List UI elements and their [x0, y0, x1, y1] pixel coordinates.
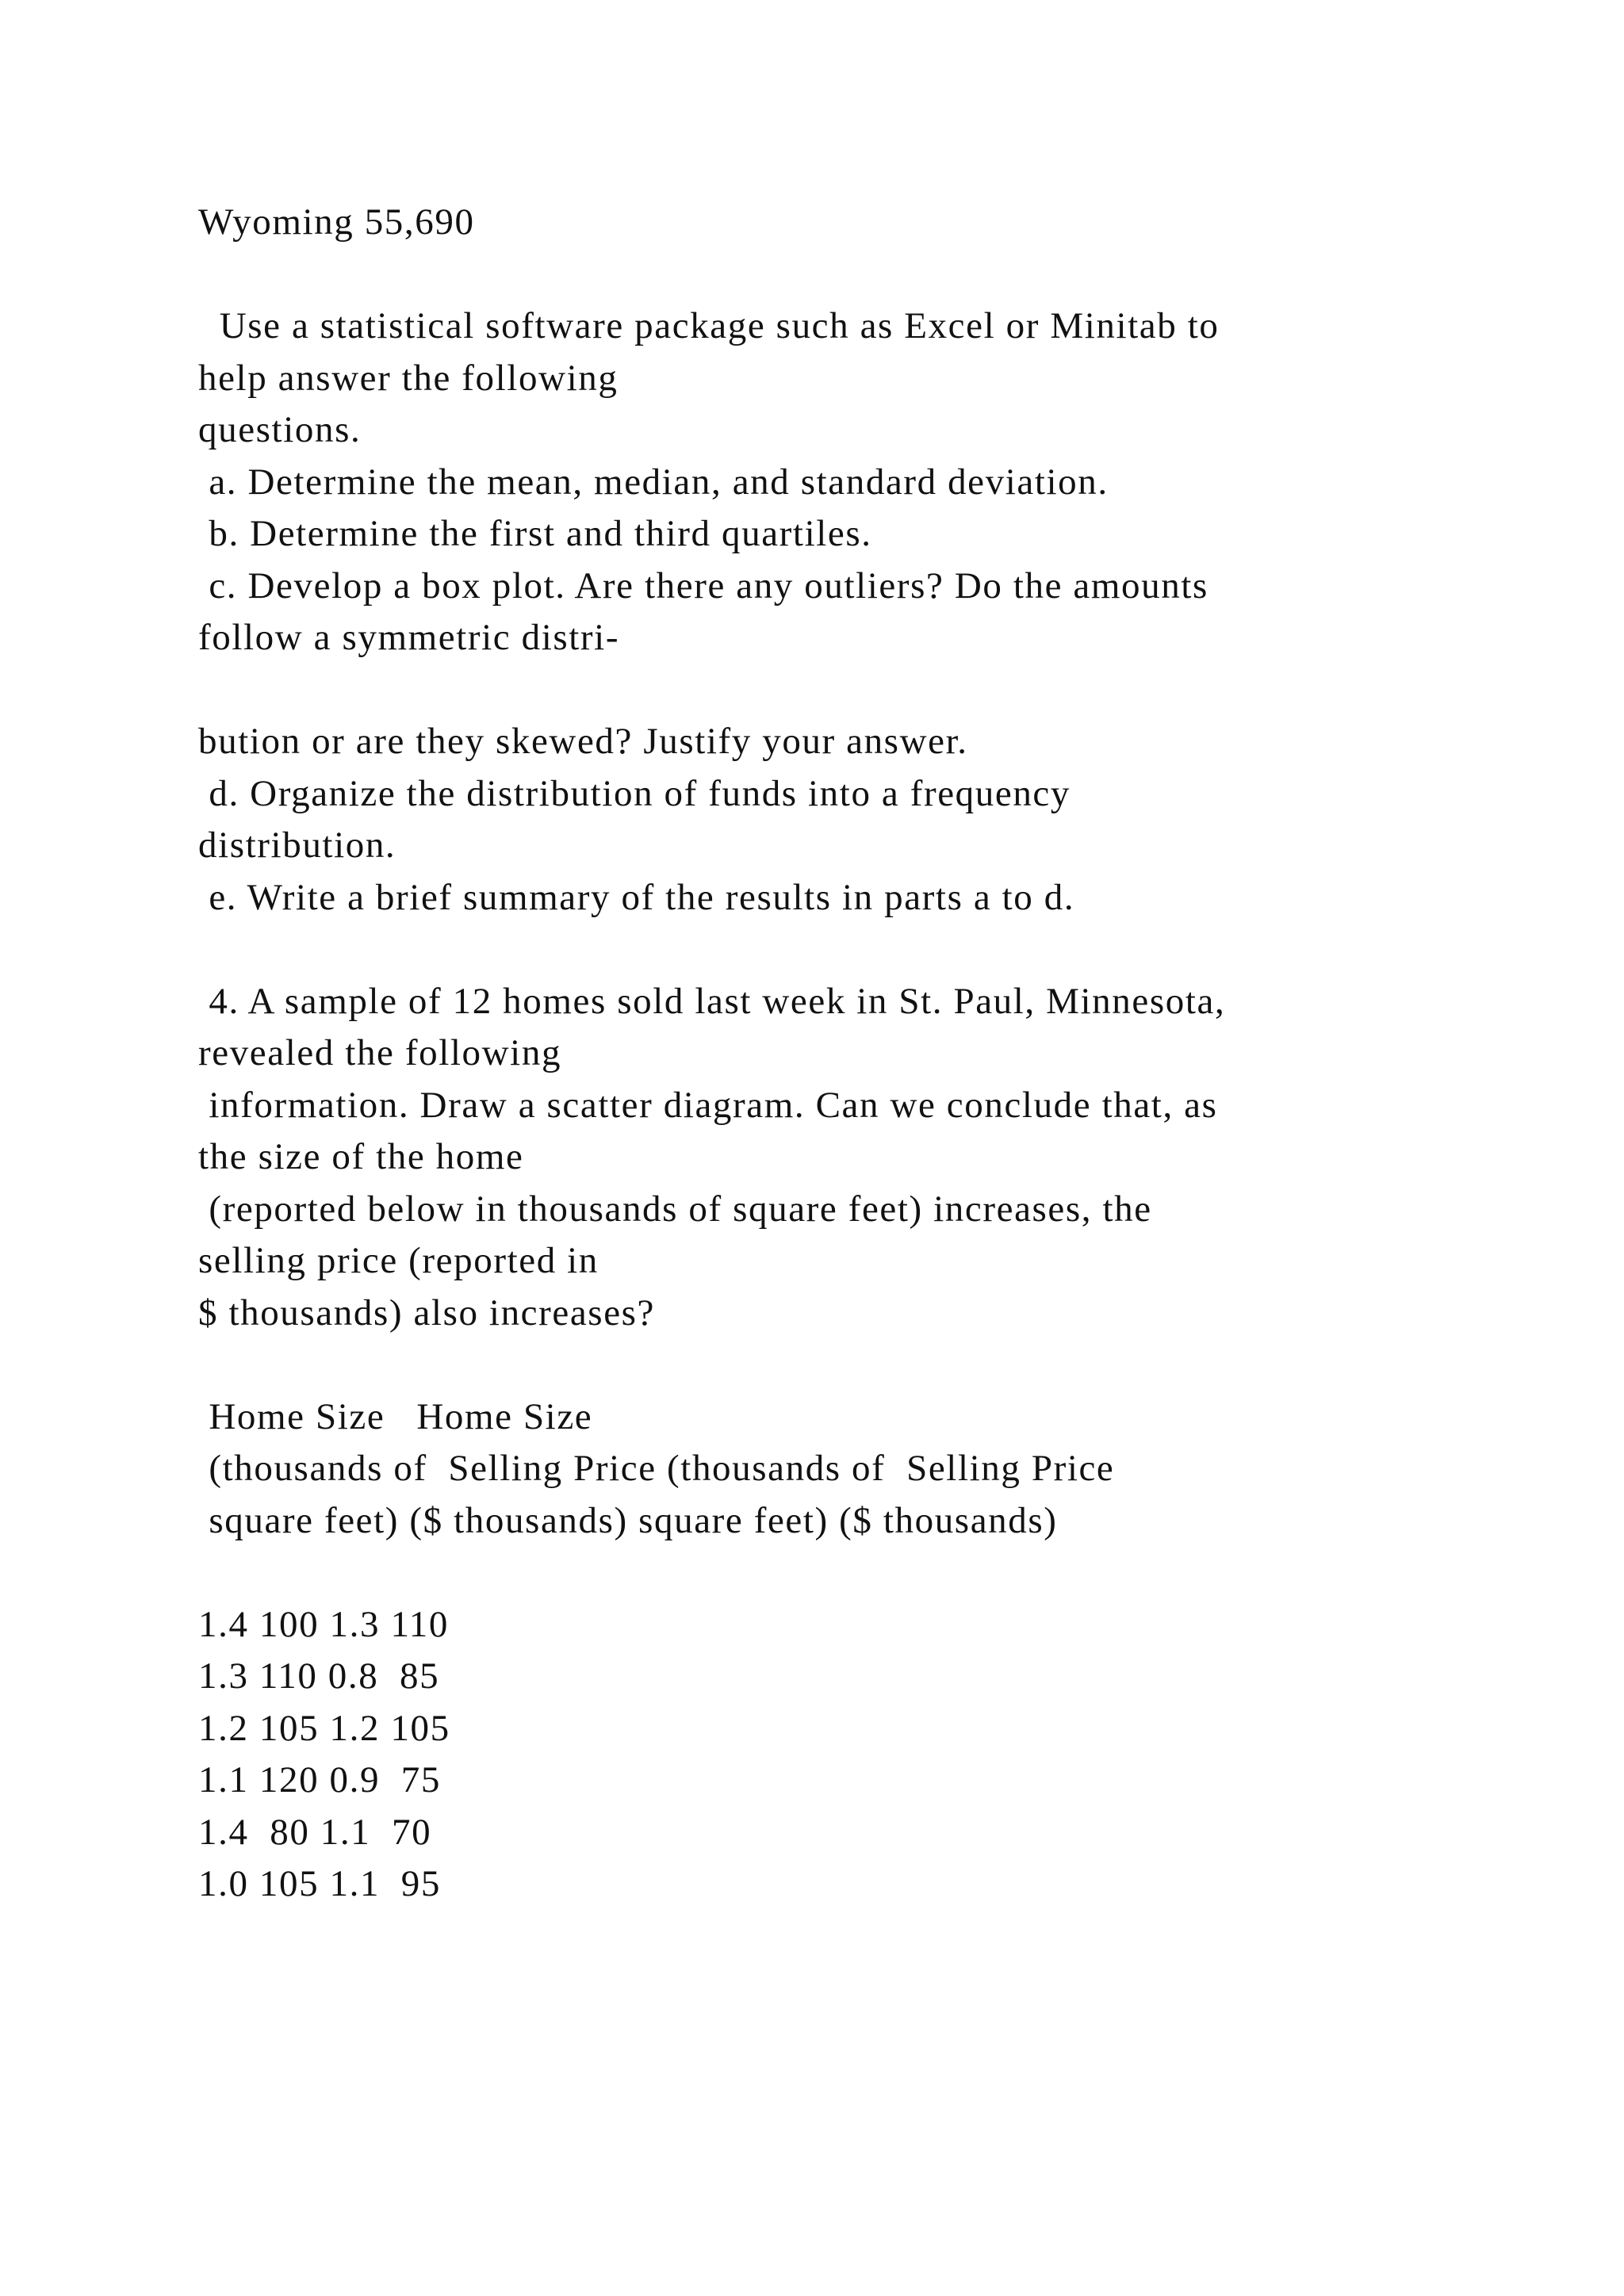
question-d-line: distribution.: [198, 825, 396, 866]
state-value-line: Wyoming 55,690: [198, 201, 475, 243]
document-page: [198, 197, 1546, 1911]
problem-4-line: selling price (reported in: [198, 1240, 599, 1281]
problem-4-line: 4. A sample of 12 homes sold last week in St. Paul, Minnesota,: [198, 980, 1226, 1022]
question-c-line: bution or are they skewed? Justify your answer.: [198, 721, 968, 762]
table-row: 1.4 100 1.3 110: [198, 1603, 450, 1645]
table-row: 1.3 110 0.8 85: [198, 1655, 440, 1697]
table-row: 1.2 105 1.2 105: [198, 1707, 450, 1749]
problem-4-line: information. Draw a scatter diagram. Can we conclude that, as: [198, 1084, 1218, 1126]
instruction-line: help answer the following: [198, 357, 619, 399]
table-row: 1.0 105 1.1 95: [198, 1863, 441, 1904]
question-c-line: c. Develop a box plot. Are there any outliers? Do the amounts: [198, 564, 1208, 607]
table-row: 1.4 80 1.1 70: [198, 1811, 432, 1853]
table-header-line: (thousands of Selling Price (thousands of Selling Price: [198, 1448, 1115, 1489]
question-a-line: a. Determine the mean, median, and standard deviation.: [198, 461, 1109, 503]
table-header-line: Home Size Home Size: [198, 1395, 593, 1437]
question-d-line: d. Organize the distribution of funds into a frequency: [198, 772, 1071, 814]
problem-4-line: (reported below in thousands of square feet) increases, the: [198, 1188, 1152, 1230]
table-header-line: square feet) ($ thousands) square feet) ($ thousands): [198, 1499, 1058, 1541]
question-c-line: follow a symmetric distri-: [198, 617, 620, 658]
blank-line: [198, 1547, 1546, 1599]
question-b-line: b. Determine the first and third quartiles.: [198, 513, 872, 554]
instruction-line: questions.: [198, 409, 362, 450]
instruction-line: Use a statistical software package such as Excel or Minitab to: [198, 305, 1220, 346]
blank-line: [198, 924, 1546, 976]
question-e-line: e. Write a brief summary of the results in parts a to d.: [198, 876, 1075, 918]
blank-line: [198, 249, 1546, 301]
problem-4-line: revealed the following: [198, 1032, 562, 1073]
problem-4-line: $ thousands) also increases?: [198, 1292, 656, 1334]
blank-line: [198, 664, 1546, 717]
problem-4-line: the size of the home: [198, 1136, 524, 1177]
table-row: 1.1 120 0.9 75: [198, 1759, 441, 1800]
blank-line: [198, 1339, 1546, 1391]
